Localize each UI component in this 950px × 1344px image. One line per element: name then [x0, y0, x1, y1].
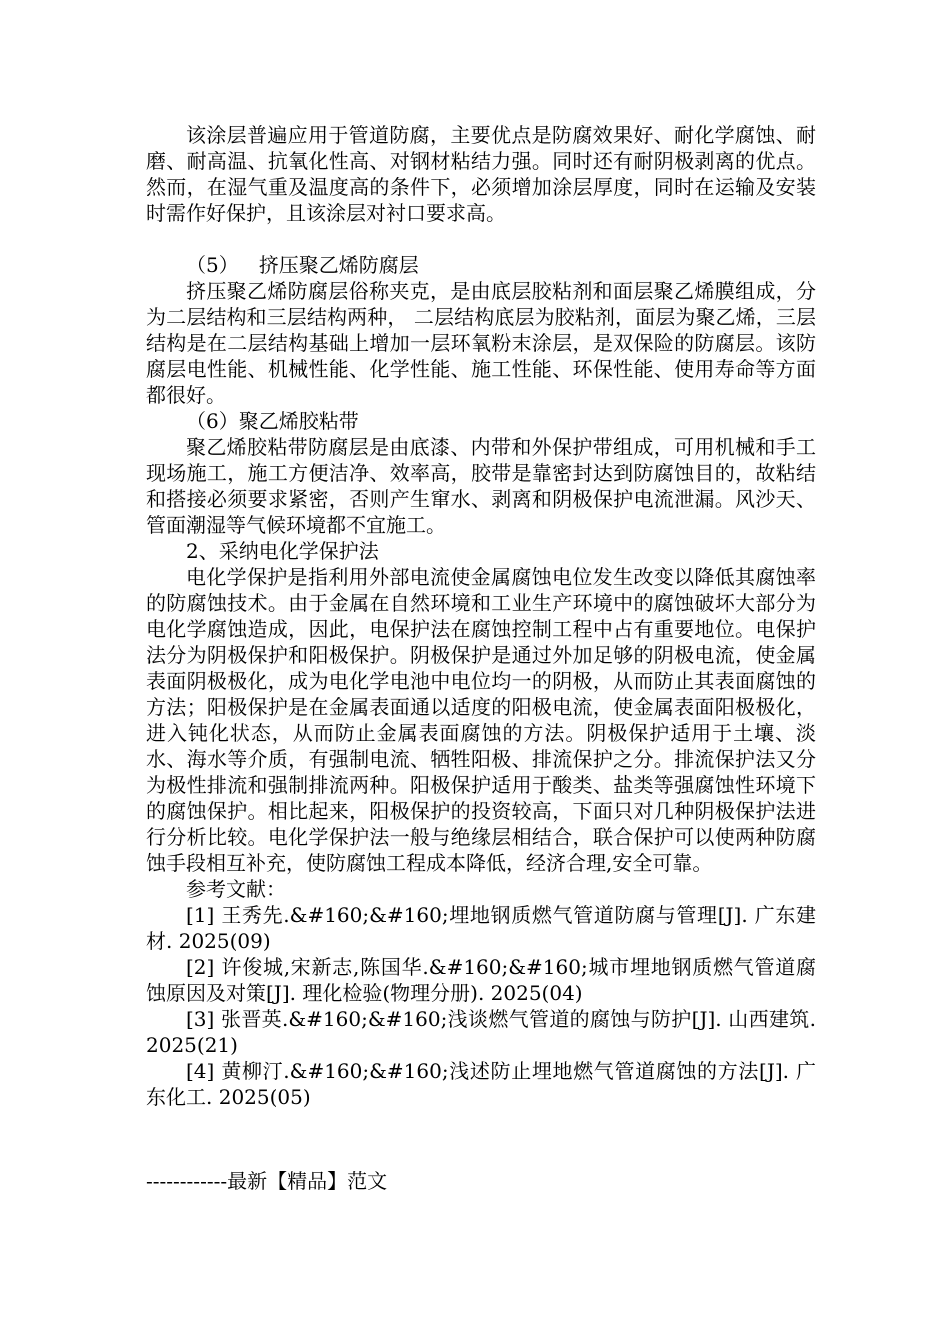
- paragraph-coating-advantages: 该涂层普遍应用于管道防腐，主要优点是防腐效果好、耐化学腐蚀、耐磨、耐高温、抗氧化性高、对钢材粘结力强。同时还有耐阴极剥离的优点。然而，在湿气重及温度高的条件下，必须增加涂层厚度，同时在运输及安装时需作好保护，且该涂层对衬口要求高。: [146, 123, 816, 225]
- section-heading-2: 2、采纳电化学保护法: [186, 539, 379, 563]
- footer-label: ------------最新【精品】范文: [146, 1169, 388, 1193]
- reference-item: [3] 张晋英.&#160;&#160;浅谈燃气管道的腐蚀与防护[J]. 山西建筑. 2025(21): [146, 1007, 816, 1057]
- reference-item: [2] 许俊城,宋新志,陈国华.&#160;&#160;城市埋地钢质燃气管道腐蚀原因及对策[J]. 理化检验(物理分册). 2025(04): [146, 955, 816, 1005]
- section-title: 挤压聚乙烯防腐层: [258, 253, 419, 277]
- references-title: 参考文献：: [186, 877, 286, 901]
- paragraph-polyethylene-tape: 聚乙烯胶粘带防腐层是由底漆、内带和外保护带组成，可用机械和手工现场施工，施工方便洁净、效率高，胶带是靠密封达到防腐蚀目的，故粘结和搭接必须要求紧密，否则产生窜水、剥离和阴极保护电流泄漏。风沙天、管面潮湿等气候环境都不宜施工。: [146, 435, 816, 537]
- paragraph-extruded-polyethylene: 挤压聚乙烯防腐层俗称夹克，是由底层胶粘剂和面层聚乙烯膜组成，分为二层结构和三层结构两种， 二层结构底层为胶粘剂，面层为聚乙烯，三层结构是在二层结构基础上增加一层环氧粉末涂层，是双保险的防腐层。该防腐层电性能、机械性能、化学性能、施工性能、环保性能、使用寿命等方面都很好。: [146, 279, 816, 407]
- paragraph-spacer: [146, 226, 816, 252]
- section-number: （5）: [186, 253, 239, 277]
- reference-item: [1] 王秀先.&#160;&#160;埋地钢质燃气管道防腐与管理[J]. 广东建材. 2025(09): [146, 903, 816, 953]
- section-heading-5: [146, 252, 816, 278]
- section-heading-6: （6）聚乙烯胶粘带: [186, 409, 359, 433]
- document-body: [146, 122, 816, 1110]
- paragraph-electrochemical-protection: 电化学保护是指利用外部电流使金属腐蚀电位发生改变以降低其腐蚀率的防腐蚀技术。由于金属在自然环境和工业生产环境中的腐蚀破坏大部分为电化学腐蚀造成，因此，电保护法在腐蚀控制工程中占有重要地位。电保护法分为阴极保护和阳极保护。阴极保护是通过外加足够的阴极电流，使金属表面阴极极化，成为电化学电池中电位均一的阴极，从而防止其表面腐蚀的方法；阳极保护是在金属表面通以适度的阳极电流，使金属表面阳极极化，进入钝化状态，从而防止金属表面腐蚀的方法。阴极保护适用于土壤、淡水、海水等介质，有强制电流、牺牲阳极、排流保护之分。排流保护法又分为极性排流和强制排流两种。阳极保护适用于酸类、盐类等强腐蚀性环境下的腐蚀保护。相比起来，阳极保护的投资较高，下面只对几种阴极保护法进行分析比较。电化学保护法一般与绝缘层相结合，联合保护可以使两种防腐蚀手段相互补充，使防腐蚀工程成本降低，经济合理,安全可靠。: [146, 565, 816, 875]
- reference-item: [4] 黄柳汀.&#160;&#160;浅述防止埋地燃气管道腐蚀的方法[J]. 广东化工. 2025(05): [146, 1059, 816, 1109]
